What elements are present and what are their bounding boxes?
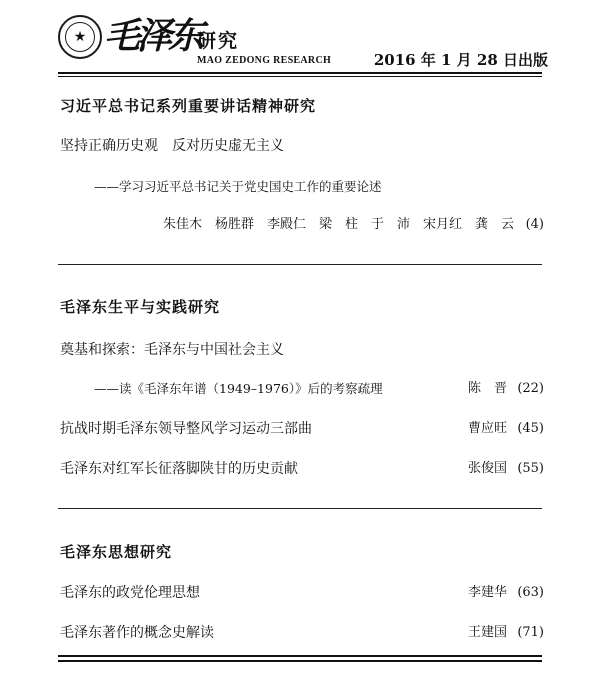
journal-title-suffix: 研究 <box>197 30 240 52</box>
article-title[interactable]: 坚持正确历史观 反对历史虚无主义 <box>60 138 284 154</box>
article-page-number: (4) <box>525 217 544 232</box>
article-authors: 张俊国 <box>468 461 508 476</box>
journal-english-title: MAO ZEDONG RESEARCH <box>197 55 332 66</box>
footer-rule <box>58 655 542 657</box>
article-authors: 李建华 <box>468 585 508 600</box>
section-divider <box>58 508 542 509</box>
article-title[interactable]: 毛泽东著作的概念史解读 <box>60 625 214 641</box>
article-authors: 王建国 <box>468 625 508 640</box>
article-page-number: (71) <box>517 625 544 640</box>
article-page-number: (22) <box>517 381 544 396</box>
article-authors: 陈 晋 <box>468 381 508 396</box>
article-subtitle: ——学习习近平总书记关于党史国史工作的重要论述 <box>94 179 382 194</box>
article-title[interactable]: 奠基和探索：毛泽东与中国社会主义 <box>60 342 284 358</box>
journal-seal-logo <box>58 15 102 59</box>
article-title[interactable]: 毛泽东的政党伦理思想 <box>60 585 200 601</box>
article-page-number: (45) <box>517 421 544 436</box>
article-authors: 朱佳木 杨胜群 李殿仁 梁 柱 于 沛 宋月红 龚 云 <box>162 217 514 232</box>
header-rule <box>58 72 542 74</box>
article-title[interactable]: 毛泽东对红军长征落脚陕甘的历史贡献 <box>60 461 298 477</box>
section-title: 习近平总书记系列重要讲话精神研究 <box>60 97 317 115</box>
issue-date: 2016 年 1 月 28 日出版 <box>373 51 548 69</box>
header-rule-thin <box>58 76 542 77</box>
article-authors: 曹应旺 <box>468 421 508 436</box>
journal-calligraphy-logo: 毛泽东 <box>104 15 201 57</box>
section-title: 毛泽东生平与实践研究 <box>60 298 221 316</box>
section-title: 毛泽东思想研究 <box>60 543 173 561</box>
footer-rule-double <box>58 660 542 662</box>
article-page-number: (55) <box>517 461 544 476</box>
section-divider <box>58 264 542 265</box>
article-page-number: (63) <box>517 585 544 600</box>
article-subtitle: ——读《毛泽东年谱（1949–1976）》后的考察疏理 <box>94 381 383 396</box>
star-icon: ★ <box>65 22 95 52</box>
article-title[interactable]: 抗战时期毛泽东领导整风学习运动三部曲 <box>60 421 312 437</box>
